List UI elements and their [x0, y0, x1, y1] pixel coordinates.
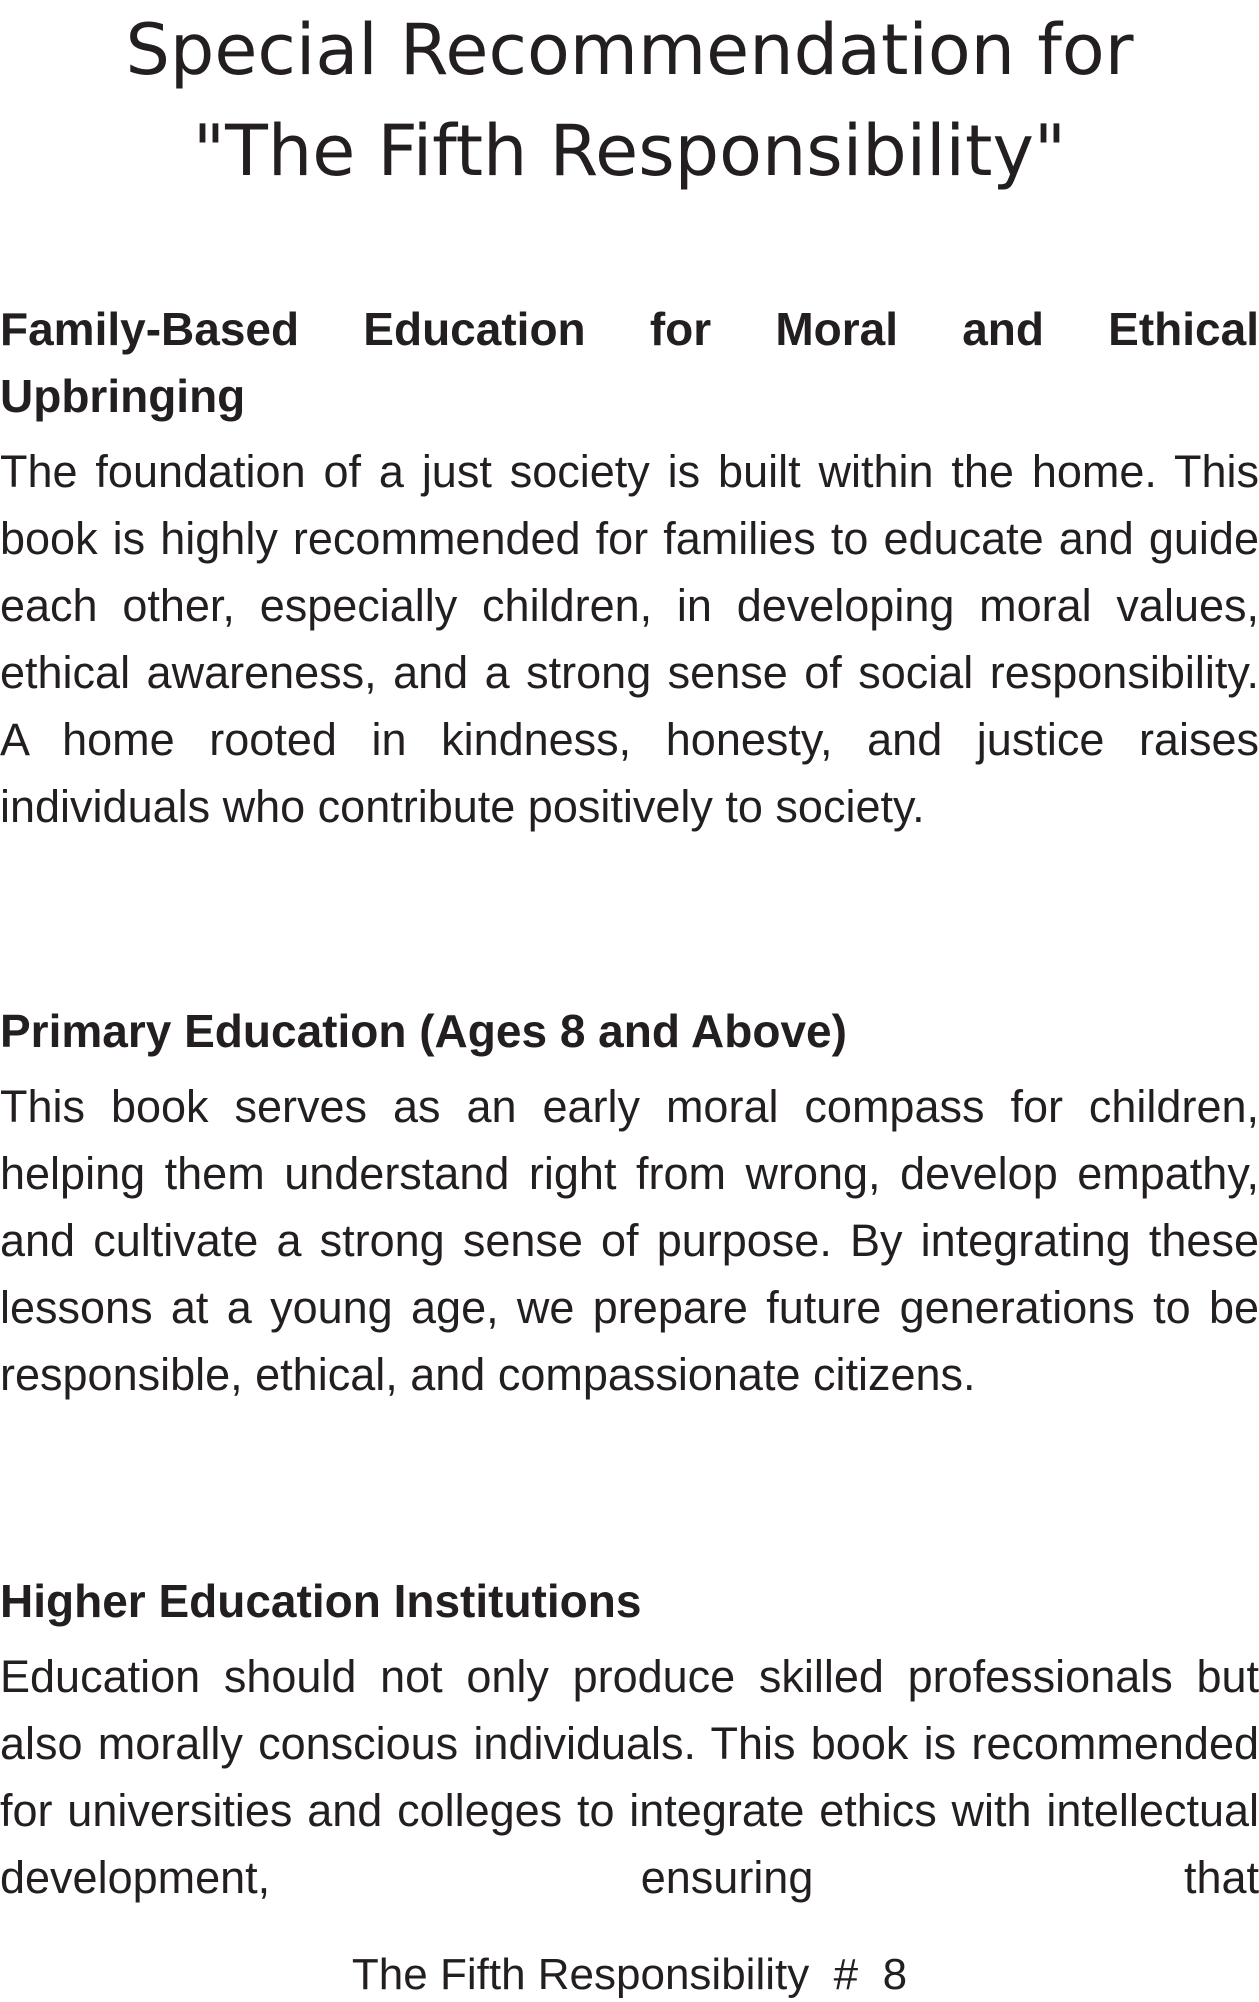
section-heading: Higher Education Institutions	[0, 1575, 642, 1627]
section-family	[0, 296, 1259, 840]
page-title-line-1: Special Recommendation for	[125, 9, 1134, 91]
section-higher-education	[0, 1568, 1259, 1911]
section-body: The foundation of a just society is built within the home. This book is highly recommended for families to educate and guide each other, especially children, in developing moral values, ethical awareness, and a strong sense of social responsibility. A home rooted in kindness, honesty, and justice raises individuals who contribute positively to society.	[0, 446, 1259, 832]
section-primary	[0, 998, 1259, 1408]
section-heading: Primary Education (Ages 8 and Above)	[0, 1005, 847, 1057]
page-title	[0, 0, 1259, 202]
section-body: Education should not only produce skilled professionals but also morally conscious individuals. This book is recommended for universities and colleges to integrate ethics with intellectual development, ensuring that	[0, 1651, 1259, 1903]
page-title-line-2: "The Fifth Responsibility"	[192, 110, 1067, 192]
section-body: This book serves as an early moral compass for children, helping them understand right from wrong, develop empathy, and cultivate a strong sense of purpose. By integrating these lessons at a young age, we prepare future generations to be responsible, ethical, and compassionate citizens.	[0, 1081, 1259, 1400]
section-heading: Family-Based Education for Moral and Ethical Upbringing	[0, 303, 1259, 422]
page-footer: The Fifth Responsibility # 8	[351, 1950, 908, 1999]
